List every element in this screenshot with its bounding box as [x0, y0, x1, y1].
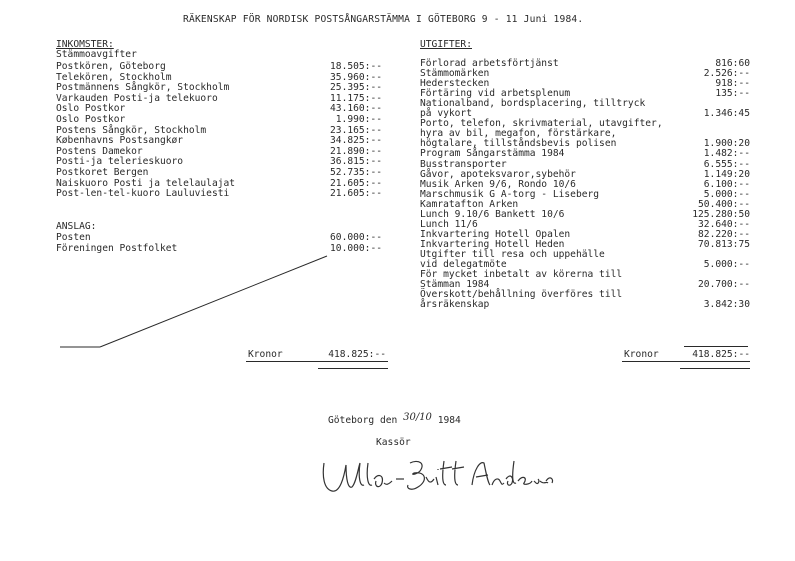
expense-item-label: Kamratafton Arken: [420, 198, 519, 210]
income-item-amount: 25.395:--: [330, 82, 382, 94]
expense-item-amount: 20.700:--: [698, 279, 750, 291]
income-item-label: Varkauden Posti-ja telekuoro: [56, 92, 218, 104]
expense-item-amount: 6.100:--: [703, 178, 750, 190]
expense-item-label: Busstransporter: [420, 158, 507, 170]
expense-item-amount: 816:60: [715, 58, 750, 69]
expense-item-amount: 918:--: [715, 78, 750, 90]
expense-item-amount: 6.555:--: [703, 158, 750, 170]
expense-item-label: Förlorad arbetsförtjänst: [420, 58, 559, 69]
income-total-double-rule: [318, 368, 388, 369]
expense-item-amount: 1.346:45: [703, 108, 750, 120]
expense-item-label: högtalare, tillståndsbevis polisen: [420, 138, 617, 150]
income-item-amount: 18.505:--: [330, 61, 382, 72]
expenses-subtotal-rule: [684, 346, 748, 347]
income-item-amount: 52.735:--: [330, 167, 382, 178]
expense-item-amount: 32.640:--: [698, 218, 750, 230]
income-total: 418.825:--: [328, 349, 386, 360]
grant-item-amount: 60.000:--: [330, 232, 382, 243]
place-date: [328, 412, 461, 426]
income-item-label: Københavns Postsangkør: [56, 135, 184, 147]
year: 1984: [437, 415, 461, 426]
grants-header: ANSLAG:: [56, 221, 97, 232]
income-item-label: Postkoret Bergen: [56, 167, 149, 178]
handwritten-date: 30/10: [403, 412, 432, 423]
expense-item-label: Lunch 11/6: [420, 218, 478, 230]
income-item-amount: 11.175:--: [330, 92, 382, 104]
expenses-total: 418.825:--: [692, 349, 750, 360]
expense-item-label: Stämman 1984: [420, 279, 490, 291]
expense-item-label: Gåvor, apoteksvaror,sybehör: [420, 168, 576, 180]
income-item-label: Naiskuoro Posti ja telelaulajat: [56, 177, 236, 189]
expense-item-label: Inkvartering Hotell Opalen: [420, 228, 571, 240]
expense-item-label: Marschmusik G A-torg - Liseberg: [420, 188, 600, 200]
expenses-total-rule: [622, 361, 750, 362]
income-item-amount: 21.890:--: [330, 145, 382, 157]
expense-item-label: Musik Arken 9/6, Rondo 10/6: [420, 178, 576, 190]
income-item-amount: 43.160:--: [330, 103, 382, 115]
income-item-amount: 21.605:--: [330, 177, 382, 189]
place-label: Göteborg den: [328, 415, 398, 426]
expense-item-amount: 135:--: [715, 88, 750, 100]
expense-item-amount: 50.400:--: [698, 198, 750, 210]
income-item-amount: 1.990:--: [335, 114, 382, 125]
expenses-header: UTGIFTER:: [420, 39, 472, 50]
expense-item-amount: 2.526:--: [703, 68, 750, 80]
income-item-label: Postkören, Göteborg: [56, 61, 166, 72]
income-item-label: Postens Sångkör, Stockholm: [56, 124, 207, 136]
expense-item-amount: 3.842:30: [703, 299, 750, 311]
expense-item-amount: 5.000:--: [703, 259, 750, 270]
expenses-total-label: Kronor: [624, 349, 659, 360]
expense-item-label: Porto, telefon, skrivmaterial, utavgifter,: [420, 118, 663, 130]
income-item-amount: 23.165:--: [330, 124, 382, 136]
income-item-amount: 36.815:--: [330, 156, 382, 168]
expense-item-label: Utgifter till resa och uppehälle: [420, 248, 605, 260]
expense-item-label: vid delegatmöte: [420, 259, 507, 270]
document-title: RÄKENSKAP FÖR NORDISK POSTSÅNGARSTÄMMA I GÖTEBORG 9 - 11 Juni 1984.: [183, 14, 584, 25]
grant-item-label: Föreningen Postfolket: [56, 242, 178, 254]
income-item-label: Postens Damekor: [56, 145, 143, 157]
income-item-label: Postmännens Sångkör, Stockholm: [56, 82, 230, 94]
expense-item-label: Förtäring vid arbetsplenum: [420, 88, 571, 100]
expenses-total-double-rule: [680, 368, 750, 369]
expense-item-amount: 70.813:75: [698, 238, 750, 250]
grant-item-label: Posten: [56, 232, 91, 243]
expense-item-label: Nationalband, bordsplacering, tilltryck: [420, 98, 646, 110]
grant-item-amount: 10.000:--: [330, 242, 382, 254]
income-item-label: Telekören, Stockholm: [56, 71, 172, 83]
income-item-amount: 35.960:--: [330, 71, 382, 83]
expense-item-amount: 1.149:20: [703, 168, 750, 180]
expense-item-label: Stämmomärken: [420, 68, 490, 80]
expense-item-amount: 1.900:20: [703, 138, 750, 150]
expense-item-amount: 5.000:--: [703, 188, 750, 200]
income-total-label: Kronor: [248, 349, 283, 360]
income-item-label: Post-len-tel-kuoro Lauluviesti: [56, 188, 230, 200]
expense-item-label: hyra av bil, megafon, förstärkare,: [420, 128, 617, 140]
expense-item-label: Lunch 9.10/6 Bankett 10/6: [420, 208, 565, 220]
income-item-amount: 34.825:--: [330, 135, 382, 147]
expense-item-label: Inkvartering Hotell Heden: [420, 238, 565, 250]
income-item-label: Oslo Postkor: [56, 114, 126, 125]
income-total-rule: [246, 361, 388, 362]
income-item-amount: 21.605:--: [330, 188, 382, 200]
expense-item-amount: 125.280:50: [692, 208, 750, 220]
income-item-label: Posti-ja telerieskuoro: [56, 156, 184, 168]
expense-item-label: För mycket inbetalt av körerna till: [420, 269, 623, 281]
expense-item-label: på vykort: [420, 108, 472, 120]
expense-item-amount: 1.482:--: [703, 148, 750, 160]
expense-item-label: Program Sångarstämma 1984: [420, 148, 565, 160]
income-subheader: Stämmoavgifter: [56, 49, 137, 60]
signature: [318, 455, 558, 499]
expense-item-label: årsräkenskap: [420, 299, 490, 311]
expense-item-label: Överskott/behållning överföres till: [420, 289, 623, 301]
income-header: INKOMSTER:: [56, 39, 114, 50]
expense-item-amount: 82.220:--: [698, 228, 750, 240]
role-label: Kassör: [376, 437, 411, 448]
income-item-label: Oslo Postkor: [56, 103, 126, 115]
expense-item-label: Hederstecken: [420, 78, 490, 90]
